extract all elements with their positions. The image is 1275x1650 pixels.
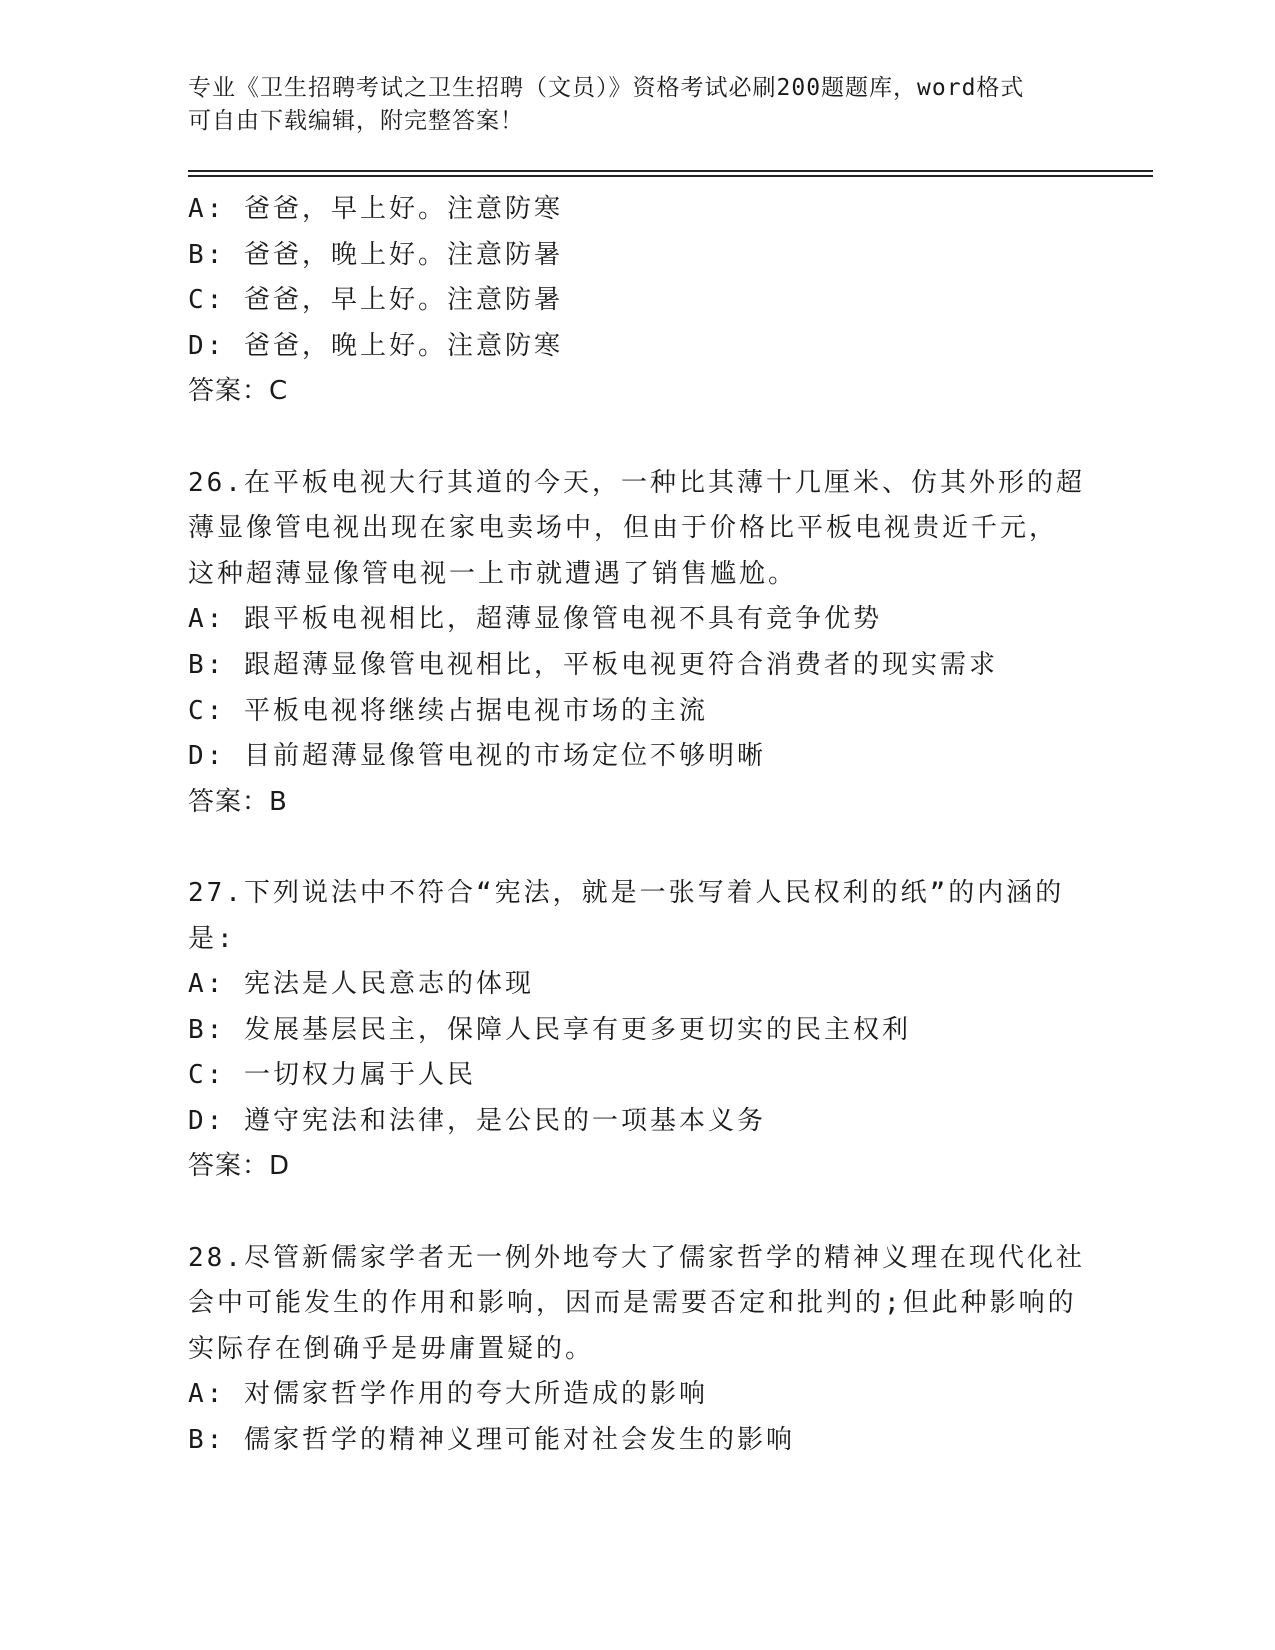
spacer xyxy=(188,415,1088,461)
question-28 xyxy=(188,1236,1088,1464)
header-line-2: 可自由下载编辑，附完整答案！ xyxy=(188,108,524,134)
question-26 xyxy=(188,461,1088,826)
question-content xyxy=(188,187,1088,1464)
answer: 答案：C xyxy=(188,376,289,407)
question-stem-line: 实际存在倒确乎是毋庸置疑的。 xyxy=(188,1333,595,1364)
spacer xyxy=(188,1190,1088,1236)
option-a: A: 对儒家哲学作用的夸大所造成的影响 xyxy=(188,1379,708,1410)
question-stem-line: 薄显像管电视出现在家电卖场中，但由于价格比平板电视贵近千元， xyxy=(188,513,1059,544)
option-c: C: 一切权力属于人民 xyxy=(188,1060,476,1091)
spacer xyxy=(188,825,1088,871)
option-d: D: 爸爸，晚上好。注意防寒 xyxy=(188,330,563,361)
question-stem-line: 26.在平板电视大行其道的今天，一种比其薄十几厘米、仿其外形的超 xyxy=(188,467,1085,498)
option-b: B: 跟超薄显像管电视相比，平板电视更符合消费者的现实需求 xyxy=(188,649,998,680)
document-header xyxy=(188,72,1088,138)
option-a: A: 爸爸，早上好。注意防寒 xyxy=(188,194,563,224)
option-b: B: 发展基层民主，保障人民享有更多更切实的民主权利 xyxy=(188,1014,911,1045)
question-27 xyxy=(188,871,1088,1190)
option-a: A: 跟平板电视相比，超薄显像管电视不具有竞争优势 xyxy=(188,604,882,635)
question-25 xyxy=(188,187,1088,415)
header-line-1: 专业《卫生招聘考试之卫生招聘（文员）》资格考试必刷200题题库，word格式 xyxy=(188,75,1025,101)
question-stem-line: 28.尽管新儒家学者无一例外地夸大了儒家哲学的精神义理在现代化社 xyxy=(188,1242,1085,1273)
header-rule-bottom xyxy=(188,175,1153,177)
answer: 答案：B xyxy=(188,786,288,817)
option-b: B: 儒家哲学的精神义理可能对社会发生的影响 xyxy=(188,1425,795,1456)
answer: 答案：D xyxy=(188,1151,291,1182)
question-stem-line: 会中可能发生的作用和影响，因而是需要否定和批判的;但此种影响的 xyxy=(188,1288,1077,1319)
question-stem-line: 27.下列说法中不符合“宪法，就是一张写着人民权利的纸”的内涵的 xyxy=(188,877,1065,908)
question-stem-line: 这种超薄显像管电视一上市就遭遇了销售尴尬。 xyxy=(188,558,798,589)
header-rule-top xyxy=(188,170,1153,172)
option-c: C: 平板电视将继续占据电视市场的主流 xyxy=(188,695,708,726)
option-d: D: 遵守宪法和法律，是公民的一项基本义务 xyxy=(188,1105,766,1136)
option-c: C: 爸爸，早上好。注意防暑 xyxy=(188,285,563,316)
option-a: A: 宪法是人民意志的体现 xyxy=(188,969,534,1000)
question-stem-line: 是: xyxy=(188,923,236,954)
option-b: B: 爸爸，晚上好。注意防暑 xyxy=(188,239,563,270)
option-d: D: 目前超薄显像管电视的市场定位不够明晰 xyxy=(188,741,766,772)
